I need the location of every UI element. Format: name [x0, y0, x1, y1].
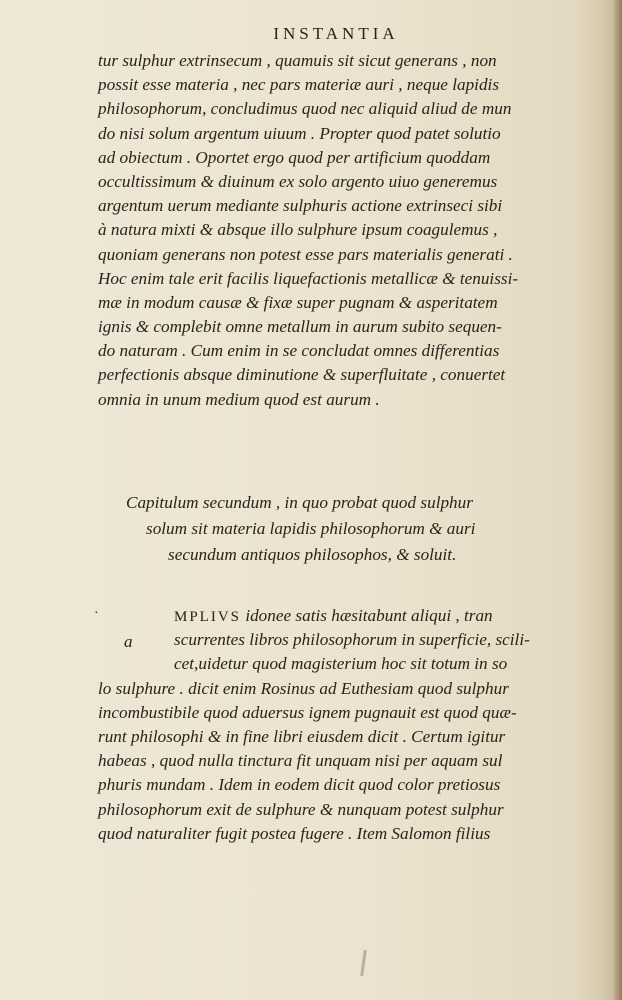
chapter-heading [126, 490, 611, 568]
text-line: philosophorum, concludimus quod nec aliquid aliud de mun [98, 99, 512, 119]
text-line: occultissimum & diuinum ex solo argento uiuo generemus [98, 171, 498, 191]
text-line: quod naturaliter fugit postea fugere . Item Salomon filius [98, 823, 491, 843]
heading-line: solum sit materia lapidis philosophorum & auri [146, 519, 476, 538]
text-line: philosophorum exit de sulphure & nunquam potest sulphur [98, 799, 504, 819]
margin-dot: · [94, 606, 99, 621]
book-spine-shadow [614, 0, 622, 1000]
text-line: runt philosophi & in fine libri eiusdem dicit . Certum igitur [98, 726, 506, 746]
text-line: tur sulphur extrinsecum , quamuis sit sicut generans , non [98, 51, 497, 70]
text-line: omnia in unum medium quod est aurum . [98, 389, 380, 409]
heading-line: Capitulum secundum , in quo probat quod sulphur [126, 493, 473, 512]
paragraph-one [98, 49, 583, 412]
text-line: scurrentes libros philosophorum in superficie, scili- [174, 630, 530, 650]
text-line: Hoc enim tale erit facilis liquefactionis metallicæ & tenuissi- [98, 268, 519, 288]
guide-initial-letter: a [124, 632, 133, 651]
text-line: do nisi solum argentum uiuum . Propter quod patet solutio [98, 123, 501, 143]
text-line: à natura mixti & absque illo sulphure ipsum coagulemus , [98, 220, 498, 240]
text-line: possit esse materia , nec pars materiæ auri , neque lapidis [98, 75, 500, 95]
text-line: lo sulphure . dicit enim Rosinus ad Euthesiam quod sulphur [98, 678, 509, 698]
text-line: cet,uidetur quod magisterium hoc sit totum in so [174, 654, 508, 674]
opening-capitals: MPLIVS [174, 609, 242, 625]
opening-rest: idonee satis hæsitabunt aliqui , tran [241, 606, 493, 625]
text-line: ignis & complebit omne metallum in aurum subito sequen- [98, 317, 502, 337]
text-line: mæ in modum causæ & fixæ super pugnam & asperitatem [98, 292, 498, 312]
text-line: quoniam generans non potest esse pars materialis generati . [98, 244, 513, 264]
paragraph-two [98, 604, 583, 846]
text-line: incombustibile quod aduersus ignem pugnauit est quod quæ- [98, 702, 517, 722]
text-line: argentum uerum mediante sulphuris actione extrinseci sibi [98, 196, 503, 216]
text-line: ad obiectum . Oportet ergo quod per artificium quoddam [98, 147, 491, 167]
text-line: perfectionis absque diminutione & superfluitate , conuertet [98, 365, 506, 385]
running-header: INSTANTIA [273, 24, 399, 43]
text-line: habeas , quod nulla tinctura fit unquam nisi per aquam sul [98, 751, 503, 771]
text-line [98, 604, 583, 628]
text-line: phuris mundam . Idem in eodem dicit quod color pretiosus [98, 775, 501, 795]
text-line: do naturam . Cum enim in se concludat omnes differentias [98, 341, 500, 361]
heading-line: secundum antiquos philosophos, & soluit. [168, 545, 457, 564]
